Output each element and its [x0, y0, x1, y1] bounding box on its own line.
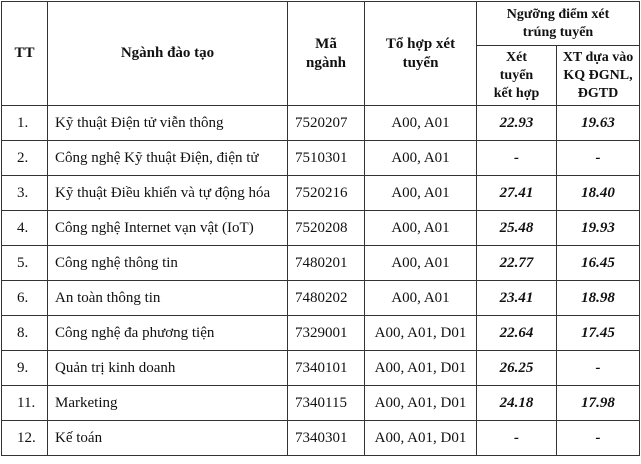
cell-combined-score: 26.25 — [477, 351, 557, 386]
cell-major: Công nghệ đa phương tiện — [48, 316, 288, 351]
cell-code: 7340301 — [288, 421, 365, 456]
cell-dgnl-score: 16.45 — [557, 246, 640, 281]
cell-combined-score: - — [477, 141, 557, 176]
cell-combined-score: 22.93 — [477, 106, 557, 141]
cell-code: 7520216 — [288, 176, 365, 211]
cell-code: 7480201 — [288, 246, 365, 281]
header-combined-line2: tuyển — [499, 67, 534, 83]
cell-major: Kỹ thuật Điều khiển và tự động hóa — [48, 176, 288, 211]
cell-combo: A00, A01 — [365, 246, 477, 281]
header-code-line2: ngành — [305, 54, 347, 71]
header-dgnl-line2: KQ ĐGNL, — [563, 67, 633, 83]
header-code-line1: Mã — [315, 35, 337, 52]
cell-combined-score: 23.41 — [477, 281, 557, 316]
table-row — [2, 386, 640, 421]
table-header — [2, 2, 640, 106]
cell-combo: A00, A01 — [365, 211, 477, 246]
cell-dgnl-score: - — [557, 421, 640, 456]
cell-dgnl-score: 19.63 — [557, 106, 640, 141]
cell-combined-score: 22.77 — [477, 246, 557, 281]
cell-combined-score: 25.48 — [477, 211, 557, 246]
header-threshold — [477, 2, 640, 46]
cell-combo: A00, A01, D01 — [365, 421, 477, 456]
header-dgnl-line3: ĐGTD — [577, 85, 619, 101]
table-row — [2, 281, 640, 316]
table-row — [2, 316, 640, 351]
header-threshold-line1: Ngưỡng điểm xét — [506, 6, 610, 22]
header-combined-line1: Xét — [506, 49, 527, 65]
cell-combo: A00, A01, D01 — [365, 386, 477, 421]
cell-code: 7329001 — [288, 316, 365, 351]
table-row — [2, 106, 640, 141]
table-row — [2, 141, 640, 176]
cell-code: 7480202 — [288, 281, 365, 316]
cell-dgnl-score: 17.45 — [557, 316, 640, 351]
cell-dgnl-score: 18.40 — [557, 176, 640, 211]
cell-code: 7340101 — [288, 351, 365, 386]
header-tt: TT — [2, 2, 48, 106]
table-row — [2, 211, 640, 246]
cell-major: An toàn thông tin — [48, 281, 288, 316]
cell-major: Công nghệ thông tin — [48, 246, 288, 281]
cell-combo: A00, A01 — [365, 106, 477, 141]
cell-combined-score: 24.18 — [477, 386, 557, 421]
cell-dgnl-score: 18.98 — [557, 281, 640, 316]
cell-dgnl-score: - — [557, 351, 640, 386]
cell-combined-score: - — [477, 421, 557, 456]
table-row — [2, 176, 640, 211]
table-row — [2, 351, 640, 386]
cell-tt: 1. — [2, 106, 48, 141]
cell-tt: 8. — [2, 316, 48, 351]
cell-tt: 12. — [2, 421, 48, 456]
header-combo — [365, 2, 477, 106]
cell-tt: 5. — [2, 246, 48, 281]
cell-code: 7510301 — [288, 141, 365, 176]
cell-combo: A00, A01 — [365, 281, 477, 316]
cell-tt: 11. — [2, 386, 48, 421]
table-row — [2, 421, 640, 456]
header-combo-line2: tuyển — [402, 54, 439, 71]
header-threshold-line2: trúng tuyển — [522, 24, 594, 40]
table-row — [2, 246, 640, 281]
table-body — [2, 106, 640, 456]
cell-dgnl-score: 17.98 — [557, 386, 640, 421]
cell-major: Kế toán — [48, 421, 288, 456]
cell-tt: 3. — [2, 176, 48, 211]
cell-tt: 4. — [2, 211, 48, 246]
header-combined — [477, 46, 557, 106]
cell-major: Quản trị kinh doanh — [48, 351, 288, 386]
header-code — [288, 2, 365, 106]
cell-code: 7520207 — [288, 106, 365, 141]
cell-dgnl-score: - — [557, 141, 640, 176]
cell-combo: A00, A01, D01 — [365, 351, 477, 386]
cell-combo: A00, A01, D01 — [365, 316, 477, 351]
cell-combined-score: 22.64 — [477, 316, 557, 351]
cell-combo: A00, A01 — [365, 141, 477, 176]
cell-code: 7520208 — [288, 211, 365, 246]
header-dgnl — [557, 46, 640, 106]
header-combined-line3: kết hợp — [493, 85, 540, 101]
admission-scores-table — [1, 1, 640, 456]
cell-tt: 9. — [2, 351, 48, 386]
cell-code: 7340115 — [288, 386, 365, 421]
cell-tt: 6. — [2, 281, 48, 316]
header-dgnl-line1: XT dựa vào — [562, 49, 634, 65]
cell-dgnl-score: 19.93 — [557, 211, 640, 246]
cell-combined-score: 27.41 — [477, 176, 557, 211]
cell-major: Kỹ thuật Điện tử viễn thông — [48, 106, 288, 141]
cell-combo: A00, A01 — [365, 176, 477, 211]
header-major: Ngành đào tạo — [48, 2, 288, 106]
cell-tt: 2. — [2, 141, 48, 176]
header-combo-line1: Tổ hợp xét — [385, 35, 456, 52]
cell-major: Công nghệ Internet vạn vật (IoT) — [48, 211, 288, 246]
cell-major: Marketing — [48, 386, 288, 421]
cell-major: Công nghệ Kỹ thuật Điện, điện tử — [48, 141, 288, 176]
